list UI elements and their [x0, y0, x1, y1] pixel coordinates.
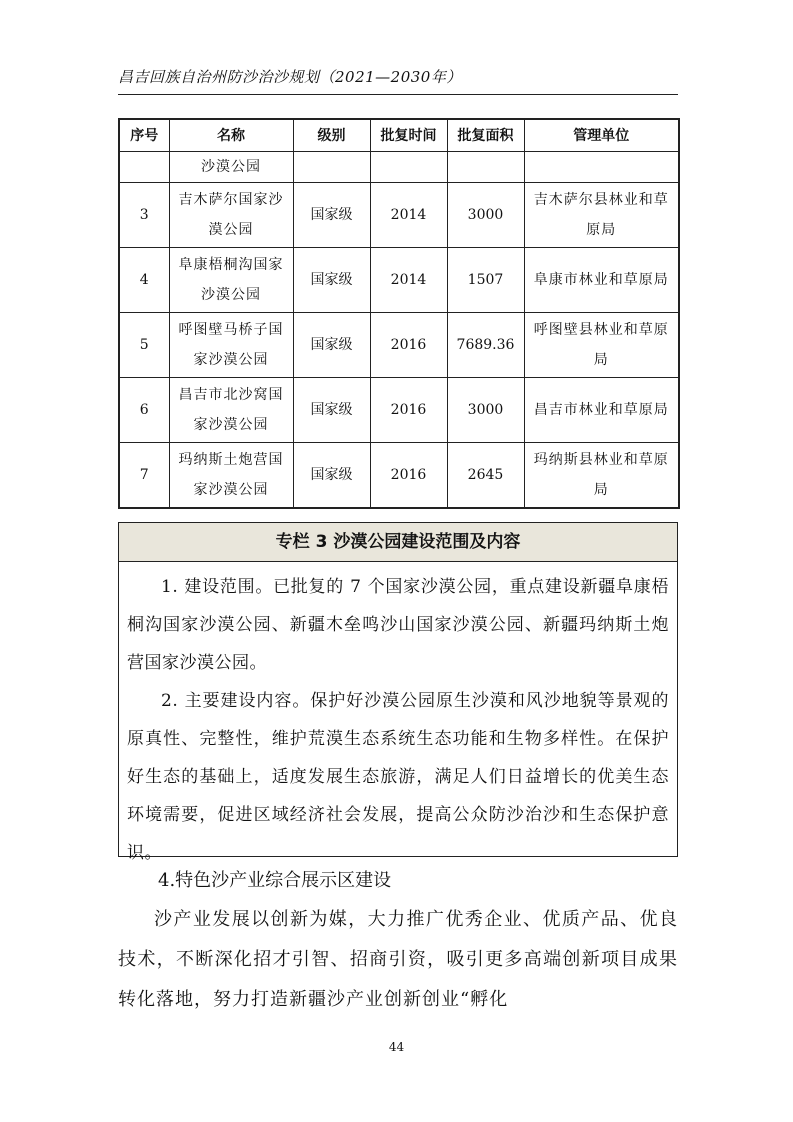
- cell-name-line: 家沙漠公园: [193, 352, 269, 368]
- table-row: [119, 248, 679, 313]
- cell-unit-line: 局: [593, 352, 609, 368]
- cell-unit-line: 玛纳斯县林业和草原: [533, 452, 669, 468]
- table-row: [119, 183, 679, 248]
- cell-area: 2645: [447, 443, 524, 509]
- cell-index: 7: [119, 443, 169, 509]
- cell-name-line: 家沙漠公园: [193, 417, 269, 433]
- cell-name-line: 家沙漠公园: [193, 482, 269, 498]
- cell-unit: [524, 313, 679, 378]
- cell-level: 国家级: [293, 313, 370, 378]
- col-header-level: 级别: [293, 119, 370, 152]
- col-header-name: 名称: [169, 119, 293, 152]
- column-box-paragraph: 2. 主要建设内容。保护好沙漠公园原生沙漠和风沙地貌等景观的原真性、完整性，维护荒漠生态系统生态功能和生物多样性。在保护好生态的基础上，适度发展生态旅游，满足人们日益增长的优美生态环境需要，促进区域经济社会发展，提高公众防沙治沙和生态保护意识。: [127, 691, 669, 863]
- cell-name-line: 阜康梧桐沟国家: [178, 257, 284, 273]
- cell-area: 3000: [447, 378, 524, 443]
- cell-name: [169, 248, 293, 313]
- cell-year: 2014: [370, 183, 447, 248]
- page-number: 44: [388, 1040, 405, 1054]
- cell-level: 国家级: [293, 248, 370, 313]
- cell-unit-line: 呼图壁县林业和草原: [533, 322, 669, 338]
- col-header-unit: 管理单位: [524, 119, 679, 152]
- column-box: [118, 522, 678, 863]
- cell-unit-line: 吉木萨尔县林业和草: [533, 192, 669, 208]
- header-rule: [118, 94, 678, 95]
- cell-unit: 昌吉市林业和草原局: [524, 378, 679, 443]
- cell-year: 2014: [370, 248, 447, 313]
- section-heading: 4.特色沙产业综合展示区建设: [158, 870, 392, 891]
- cell-year: [370, 152, 447, 183]
- cell-name-line: 玛纳斯土炮营国: [178, 452, 284, 468]
- cell-level: [293, 152, 370, 183]
- cell-unit-line: 局: [593, 482, 609, 498]
- cell-name-line: 沙漠公园: [201, 287, 261, 303]
- table-row: [119, 313, 679, 378]
- cell-name: 沙漠公园: [169, 152, 293, 183]
- cell-name: [169, 443, 293, 509]
- column-box-title: 专栏 3 沙漠公园建设范围及内容: [119, 523, 677, 562]
- running-header: 昌吉回族自治州防沙治沙规划（2021—2030年）: [118, 68, 462, 86]
- body-text: [118, 900, 678, 1020]
- col-header-index: 序号: [119, 119, 169, 152]
- cell-unit: [524, 443, 679, 509]
- cell-name-line: 吉木萨尔国家沙: [178, 192, 284, 208]
- desert-park-table: [118, 118, 680, 509]
- column-box-paragraph: 1. 建设范围。已批复的 7 个国家沙漠公园，重点建设新疆阜康梧桐沟国家沙漠公园、新疆木垒鸣沙山国家沙漠公园、新疆玛纳斯土炮营国家沙漠公园。: [127, 577, 669, 673]
- cell-level: 国家级: [293, 443, 370, 509]
- cell-index: 4: [119, 248, 169, 313]
- table-header-row: [119, 119, 679, 152]
- table-row-continued: [119, 152, 679, 183]
- cell-unit: [524, 183, 679, 248]
- cell-name: [169, 313, 293, 378]
- col-header-year: 批复时间: [370, 119, 447, 152]
- cell-index: [119, 152, 169, 183]
- cell-area: [447, 152, 524, 183]
- cell-unit: [524, 152, 679, 183]
- cell-name-line: 昌吉市北沙窝国: [178, 387, 284, 403]
- cell-index: 6: [119, 378, 169, 443]
- col-header-area: 批复面积: [447, 119, 524, 152]
- cell-name: [169, 378, 293, 443]
- cell-unit: 阜康市林业和草原局: [524, 248, 679, 313]
- cell-area: 7689.36: [447, 313, 524, 378]
- cell-index: 3: [119, 183, 169, 248]
- cell-name: [169, 183, 293, 248]
- table-row: [119, 443, 679, 509]
- cell-name-line: 呼图壁马桥子国: [178, 322, 284, 338]
- table-row: [119, 378, 679, 443]
- column-box-body: [119, 562, 677, 872]
- cell-unit-line: 原局: [586, 222, 617, 238]
- body-paragraph: 沙产业发展以创新为媒，大力推广优秀企业、优质产品、优良技术，不断深化招才引智、招商引资，吸引更多高端创新项目成果转化落地，努力打造新疆沙产业创新创业“孵化: [118, 909, 678, 1010]
- cell-name-line: 漠公园: [208, 222, 254, 238]
- cell-year: 2016: [370, 313, 447, 378]
- cell-area: 3000: [447, 183, 524, 248]
- cell-year: 2016: [370, 378, 447, 443]
- cell-index: 5: [119, 313, 169, 378]
- cell-level: 国家级: [293, 183, 370, 248]
- cell-level: 国家级: [293, 378, 370, 443]
- cell-area: 1507: [447, 248, 524, 313]
- cell-year: 2016: [370, 443, 447, 509]
